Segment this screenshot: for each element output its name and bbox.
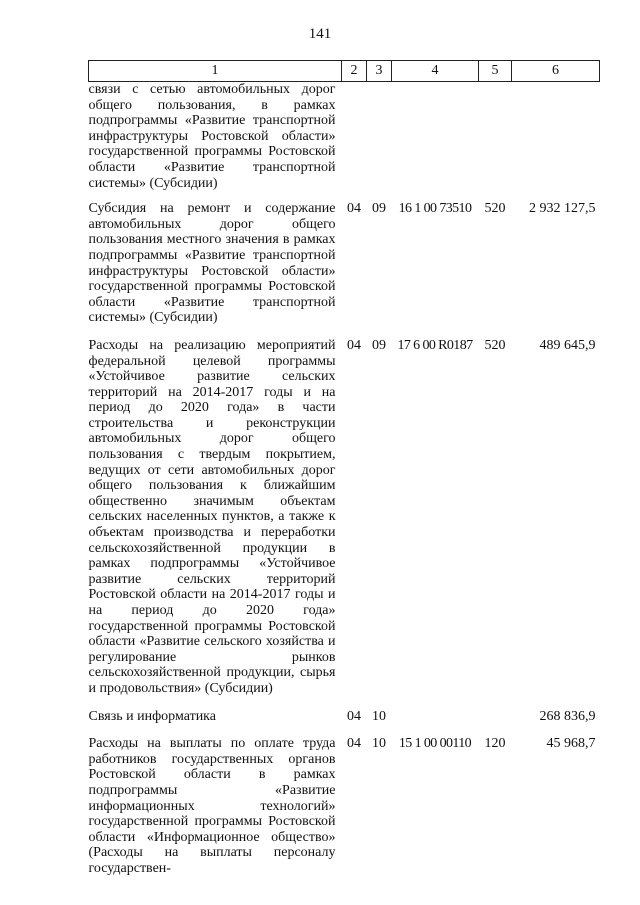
row-amount — [512, 82, 600, 202]
row-pr — [367, 82, 392, 202]
column-header-5: 5 — [479, 61, 512, 82]
row-csr — [392, 709, 479, 737]
row-rz: 04 — [347, 201, 361, 217]
row-description: Субсидия на ремонт и содержание автомобильных дорог общего пользования местного значения в рамках подпрограммы «Развитие транспортной инфраструктуры Ростовской области» государственной программы Ростовской области «Развитие транспортной системы» (Субсидии) — [88, 201, 336, 326]
row-csr — [392, 82, 479, 202]
table-row — [89, 338, 600, 709]
column-header-4: 4 — [392, 61, 479, 82]
row-rz: 04 — [347, 708, 361, 724]
row-pr: 10 — [372, 736, 386, 752]
page-number: 141 — [308, 26, 332, 42]
row-rz — [342, 82, 367, 202]
row-csr: 16 1 00 73510 — [398, 201, 472, 217]
table-row — [89, 201, 600, 338]
row-amount: 489 645,9 — [539, 337, 596, 353]
column-header-1: 1 — [89, 61, 342, 82]
row-vr: 120 — [484, 736, 506, 752]
row-description: Расходы на выплаты по оплате труда работников государственных органов Ростовской области в рамках подпрограммы «Развитие информационных технологий» государственной программы Ростовской области «Информационное общество» (Расходы на выплаты персоналу государствен- — [88, 736, 336, 876]
row-vr: 520 — [484, 337, 506, 353]
table-row — [89, 736, 600, 888]
row-vr — [479, 82, 512, 202]
table-header-row — [89, 61, 600, 82]
row-description: связи с сетью автомобильных дорог общего пользования, в рамках подпрограммы «Развитие транспортной инфраструктуры Ростовской области» государственной программы Ростовской области «Развитие транспортной системы» (Субсидии) — [88, 82, 336, 191]
table-row — [89, 82, 600, 202]
column-header-6: 6 — [512, 61, 600, 82]
row-pr: 10 — [372, 708, 386, 724]
column-header-3: 3 — [367, 61, 392, 82]
row-pr: 09 — [372, 201, 386, 217]
budget-table — [88, 60, 600, 889]
row-amount: 45 968,7 — [546, 736, 596, 752]
row-rz: 04 — [347, 337, 361, 353]
row-rz: 04 — [347, 736, 361, 752]
row-vr — [479, 709, 512, 737]
row-vr: 520 — [484, 201, 506, 217]
table-row — [89, 709, 600, 737]
row-csr: 15 1 00 00110 — [398, 736, 472, 752]
row-description: Расходы на реализацию мероприятий федеральной целевой программы «Устойчивое развитие сельских территорий на 2014-2017 годы и на период до 2020 года» в части строительства и реконструкции автомобильных дорог общего пользования с твердым покрытием, ведущих от сети автомобильных дорог общего пользования к ближайшим общественно значимым объектам сельских населенных пунктов, а также к объектам производства и переработки сельскохозяйственной продукции в рамках подпрограммы «Устойчивое развитие сельских территорий Ростовской области на 2014-2017 годы и на период до 2020 года» государственной программы Ростовской области «Развитие сельского хозяйства и регулирование рынков сельскохозяйственной продукции, сырья и продовольствия» (Субсидии) — [88, 337, 336, 696]
column-header-2: 2 — [342, 61, 367, 82]
row-pr: 09 — [372, 337, 386, 353]
row-description: Связь и информатика — [88, 708, 216, 724]
row-amount: 2 932 127,5 — [529, 201, 596, 217]
row-amount: 268 836,9 — [539, 708, 596, 724]
row-csr: 17 6 00 R0187 — [397, 337, 473, 353]
